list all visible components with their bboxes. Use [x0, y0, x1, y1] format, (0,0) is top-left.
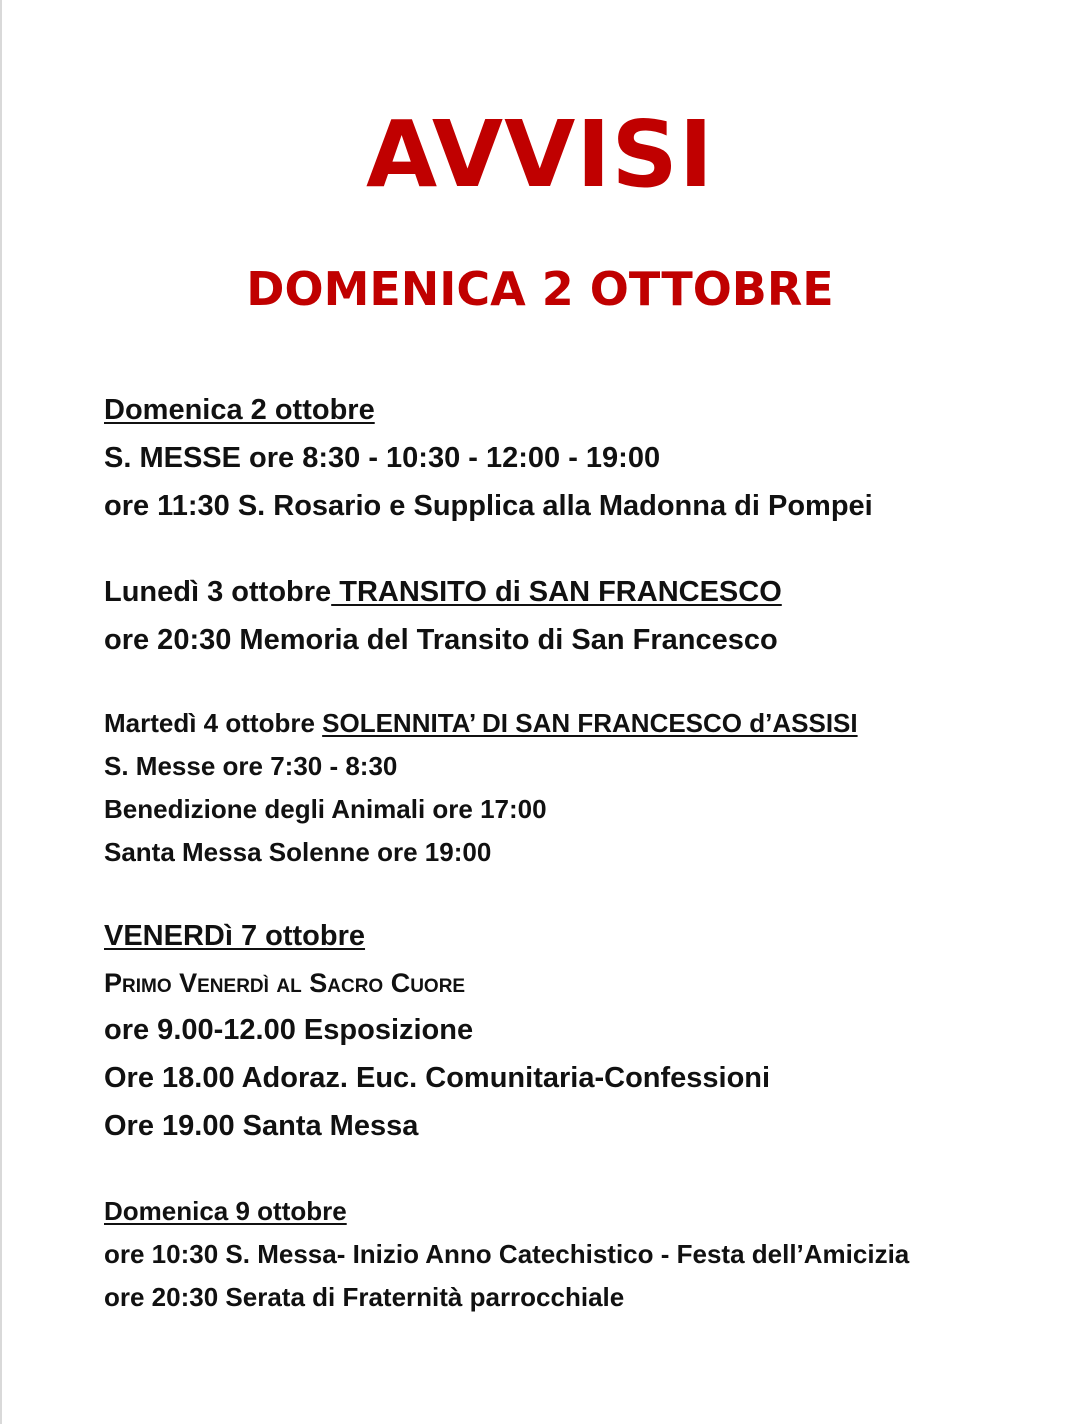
notice-sunday-9: [104, 1190, 1054, 1319]
notice-line: ore 10:30 S. Messa- Inizio Anno Catechistico - Festa dell’Amicizia: [104, 1239, 910, 1269]
notice-heading: [104, 702, 1054, 745]
notice-subheading: Primo Venerdì al Sacro Cuore: [104, 968, 466, 998]
notice-line: ore 11:30 S. Rosario e Supplica alla Madonna di Pompei: [104, 490, 873, 522]
notice-line: ore 20:30 Serata di Fraternità parrocchiale: [104, 1282, 625, 1312]
notice-heading: [104, 912, 1054, 960]
notice-line: Benedizione degli Animali ore 17:00: [104, 794, 547, 824]
notice-line: ore 20:30 Memoria del Transito di San Francesco: [104, 624, 778, 656]
notice-monday-3: [104, 568, 1054, 664]
notice-heading: [104, 1190, 1054, 1233]
notices-list: [104, 386, 1054, 1319]
notice-line: S. MESSE ore 8:30 - 10:30 - 12:00 - 19:00: [104, 442, 661, 474]
notice-heading-date: VENERDì 7 ottobre: [104, 920, 366, 952]
notice-heading-date: Domenica 2 ottobre: [104, 394, 375, 426]
notice-line: S. Messe ore 7:30 - 8:30: [104, 751, 398, 781]
notice-heading-date: Martedì 4 ottobre: [104, 708, 323, 738]
page-subtitle: DOMENICA 2 OTTOBRE: [246, 262, 834, 316]
page-title: AVVISI: [365, 101, 715, 208]
notice-heading: [104, 386, 1054, 434]
notice-line: Ore 18.00 Adoraz. Euc. Comunitaria-Confessioni: [104, 1062, 771, 1094]
notice-line: Santa Messa Solenne ore 19:00: [104, 837, 492, 867]
notice-line: ore 9.00-12.00 Esposizione: [104, 1014, 474, 1046]
notice-heading-event: SOLENNITA’ DI SAN FRANCESCO d’ASSISI: [322, 708, 858, 738]
notice-line: Ore 19.00 Santa Messa: [104, 1110, 419, 1142]
notice-heading: [104, 568, 1054, 616]
page-edge-divider: [0, 0, 2, 1424]
notice-tuesday-4: [104, 702, 1054, 874]
notice-friday-7: [104, 912, 1054, 1150]
notice-sunday-2: [104, 386, 1054, 530]
notice-heading-event: TRANSITO di SAN FRANCESCO: [331, 576, 782, 608]
notice-heading-date: Lunedì 3 ottobre: [104, 576, 332, 608]
notice-heading-date: Domenica 9 ottobre: [104, 1196, 347, 1226]
